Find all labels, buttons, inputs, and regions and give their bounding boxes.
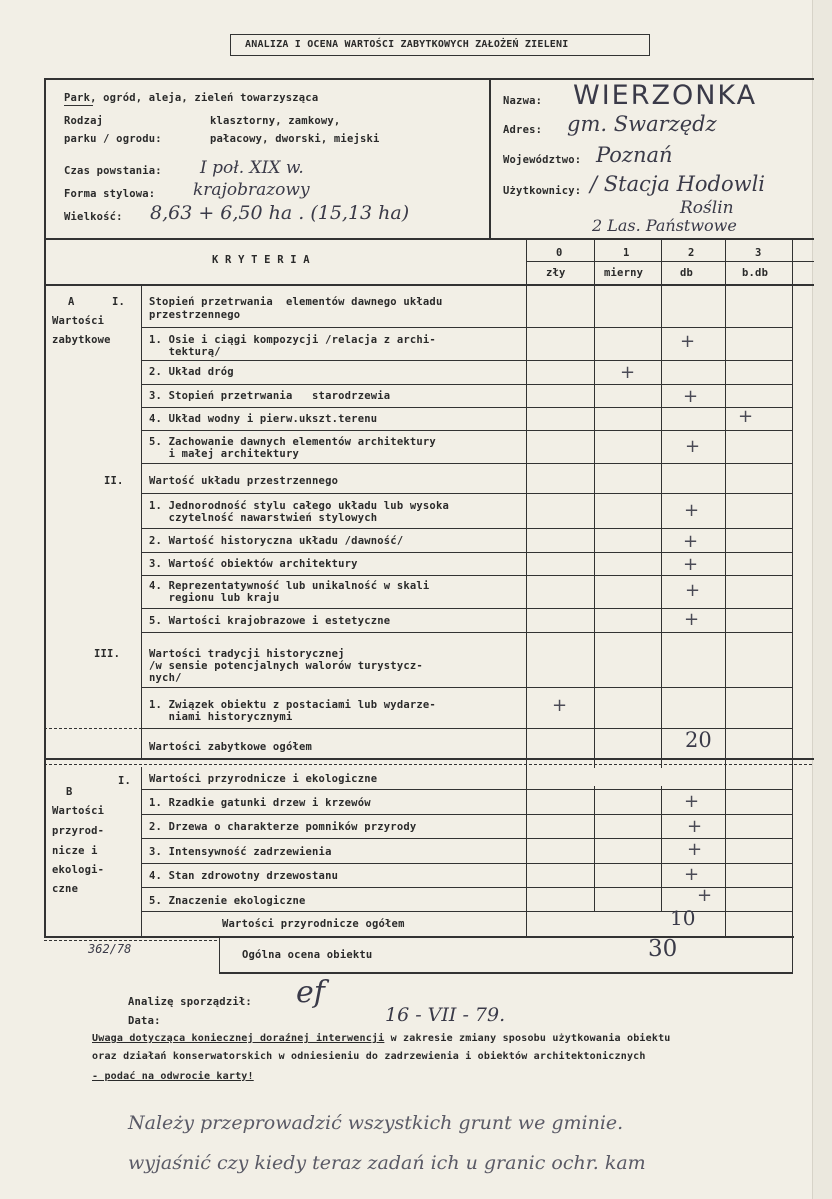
col-divider-2 xyxy=(661,238,662,768)
czas-value: I poł. XIX w. xyxy=(200,158,304,178)
data-label: Data: xyxy=(128,1015,161,1027)
park-underline xyxy=(64,105,93,106)
uzytkownicy-label: Użytkownicy: xyxy=(503,185,582,197)
section-b-letter: B xyxy=(66,786,73,798)
section-a-total-label: Wartości zabytkowe ogółem xyxy=(149,741,313,753)
group-3-title-3: nych/ xyxy=(149,672,182,684)
table-top-line xyxy=(44,238,814,240)
section-b-title: Wartości przyrodnicze i ekologiczne xyxy=(149,773,378,785)
col-num-2: 2 xyxy=(688,247,695,259)
section-b-total-label: Wartości przyrodnicze ogółem xyxy=(222,918,405,930)
overall-box-bottom xyxy=(219,972,793,974)
section-b-label-3: nicze i xyxy=(52,845,98,857)
overall-value: 30 xyxy=(648,936,678,962)
scan-edge xyxy=(812,0,832,1199)
g1-row-2: 2. Układ dróg xyxy=(149,366,234,378)
check-mark: + xyxy=(687,816,703,837)
g1-row-1-l1: 1. Osie i ciągi kompozycji /relacja z archi- xyxy=(149,334,436,346)
analize-label: Analizę sporządził: xyxy=(128,996,252,1008)
row-line xyxy=(141,632,793,633)
section-a-letter: A xyxy=(68,296,75,308)
parku-options: pałacowy, dworski, miejski xyxy=(210,133,380,145)
check-mark: + xyxy=(684,609,700,630)
row-line xyxy=(141,552,793,553)
check-mark: + xyxy=(620,362,636,383)
group-2-title: Wartość układu przestrzennego xyxy=(149,475,339,487)
row-line xyxy=(141,687,793,688)
g2-row-2: 2. Wartość historyczna układu /dawność/ xyxy=(149,535,404,547)
overall-label: Ogólna ocena obiektu xyxy=(242,949,373,961)
czas-label: Czas powstania: xyxy=(64,165,162,177)
kryteria-header: K R Y T E R I A xyxy=(212,254,310,266)
overall-box-left xyxy=(219,937,220,973)
wielkosc-value: 8,63 + 6,50 ha . (15,13 ha) xyxy=(150,202,410,224)
row-line xyxy=(141,528,793,529)
rodzaj-label: Rodzaj xyxy=(64,115,104,127)
overall-box-right xyxy=(792,937,793,973)
g2-row-5: 5. Wartości krajobrazowe i estetyczne xyxy=(149,615,391,627)
handwritten-note-2: wyjaśnić czy kiedy teraz zadań ich u granic ochr. kam xyxy=(128,1152,646,1174)
g2-row-1-l1: 1. Jednorodność stylu całego układu lub wysoka xyxy=(149,500,449,512)
check-mark: + xyxy=(685,580,701,601)
b-row-1: 1. Rzadkie gatunki drzew i krzewów xyxy=(149,797,371,809)
adres-label: Adres: xyxy=(503,124,543,136)
section-b-label-5: czne xyxy=(52,883,79,895)
uzytkownicy-value-3: 2 Las. Państwowe xyxy=(592,216,737,235)
g1-row-1-l2: tekturą/ xyxy=(149,346,221,358)
parku-label: parku / ogrodu: xyxy=(64,133,162,145)
table-bottom-line xyxy=(44,936,794,938)
group-3-roman: III. xyxy=(94,648,121,660)
group-3-title-2: /w sensie potencjalnych walorów turystycz- xyxy=(149,660,423,672)
section-divider-line xyxy=(44,758,814,760)
col-divider-2b xyxy=(661,786,662,911)
table-header-bottom-line xyxy=(44,284,814,286)
section-a-label-2: zabytkowe xyxy=(52,334,111,346)
group-1-title-1: Stopień przetrwania elementów dawnego układu xyxy=(149,296,443,308)
check-mark: + xyxy=(684,791,700,812)
left-border xyxy=(44,78,46,938)
wielkosc-label: Wielkość: xyxy=(64,211,123,223)
row-line xyxy=(141,430,793,431)
row-line xyxy=(141,887,793,888)
rodzaj-options: klasztorny, zamkowy, xyxy=(210,115,341,127)
b-row-4: 4. Stan zdrowotny drzewostanu xyxy=(149,870,339,882)
g3-row-1-l1: 1. Związek obiektu z postaciami lub wydarze- xyxy=(149,699,436,711)
col-divider-4 xyxy=(792,238,793,938)
handwritten-note-1: Należy przeprowadzić wszystkich grunt we gminie. xyxy=(128,1112,624,1134)
g2-row-4-l1: 4. Reprezentatywność lub unikalność w skali xyxy=(149,580,430,592)
forma-label: Forma stylowa: xyxy=(64,188,156,200)
section-b-total-value: 10 xyxy=(670,906,696,930)
b-row-5: 5. Znaczenie ekologiczne xyxy=(149,895,306,907)
g2-row-1-l2: czytelność nawarstwień stylowych xyxy=(149,512,378,524)
check-mark: + xyxy=(738,406,754,427)
group-3-title-1: Wartości tradycji historycznej xyxy=(149,648,345,660)
check-mark: + xyxy=(680,331,696,352)
section-b-roman: I. xyxy=(118,775,132,787)
g1-row-4: 4. Układ wodny i pierw.ukszt.terenu xyxy=(149,413,378,425)
check-mark: + xyxy=(697,885,713,906)
check-mark: + xyxy=(683,386,699,407)
col-divider-1b xyxy=(594,786,595,911)
col-num-3: 3 xyxy=(755,247,762,259)
col-divider-1 xyxy=(594,238,595,768)
check-mark: + xyxy=(683,554,699,575)
col-num-0: 0 xyxy=(556,247,563,259)
forma-value: krajobrazowy xyxy=(193,180,310,200)
g2-row-3: 3. Wartość obiektów architektury xyxy=(149,558,358,570)
row-line xyxy=(141,575,793,576)
row-line xyxy=(141,407,793,408)
check-mark: + xyxy=(552,695,568,716)
note-line-3: - podać na odwrocie karty! xyxy=(92,1071,254,1082)
col-label-1: mierny xyxy=(604,267,644,279)
data-value: 16 - VII - 79. xyxy=(385,1004,506,1026)
section-b-label-2: przyrod- xyxy=(52,825,105,837)
check-mark: + xyxy=(687,839,703,860)
col-label-0: zły xyxy=(546,267,566,279)
row-line xyxy=(141,463,793,464)
wojewodztwo-label: Województwo: xyxy=(503,154,582,166)
group-2-roman: II. xyxy=(104,475,124,487)
col-divider-0 xyxy=(526,238,527,938)
section-b-label-1: Wartości xyxy=(52,805,105,817)
col-divider-3 xyxy=(725,238,726,938)
dashed-line xyxy=(44,728,142,729)
note-underlined: Uwaga dotycząca koniecznej doraźnej interwencji xyxy=(92,1033,385,1044)
wojewodztwo-value: Poznań xyxy=(596,143,673,167)
col-label-3: b.db xyxy=(742,267,769,279)
section-a-total-value: 20 xyxy=(685,728,712,752)
row-line xyxy=(141,789,793,790)
table-bottom-dashed xyxy=(44,940,219,941)
col-label-2: db xyxy=(680,267,694,279)
check-mark: + xyxy=(685,436,701,457)
section-b-label-4: ekologi- xyxy=(52,864,105,876)
uzytkownicy-value-2: Roślin xyxy=(680,198,734,218)
row-line xyxy=(141,360,793,361)
table-header-mid-line xyxy=(526,261,814,262)
nazwa-label: Nazwa: xyxy=(503,95,543,107)
nazwa-value: WIERZONKA xyxy=(573,80,758,111)
group-1-roman: I. xyxy=(112,296,126,308)
row-line xyxy=(141,327,793,328)
note-rest: w zakresie zmiany sposobu użytkowania obiektu xyxy=(384,1033,671,1044)
header-divider xyxy=(489,78,491,238)
signature: ef xyxy=(296,975,325,1010)
note-line-1 xyxy=(92,1033,671,1045)
g2-row-4-l2: regionu lub kraju xyxy=(149,592,280,604)
row-line xyxy=(141,493,793,494)
section-divider-dashed xyxy=(44,764,814,765)
doc-number: 362/78 xyxy=(88,942,132,956)
group-1-title-2: przestrzennego xyxy=(149,309,241,321)
b-row-2: 2. Drzewa o charakterze pomników przyrody xyxy=(149,821,417,833)
check-mark: + xyxy=(683,531,699,552)
section-a-label-1: Wartości xyxy=(52,315,105,327)
g1-row-5-l1: 5. Zachowanie dawnych elementów architektury xyxy=(149,436,436,448)
row-line xyxy=(141,814,793,815)
col-num-1: 1 xyxy=(623,247,630,259)
park-type-line: Park, ogród, aleja, zieleń towarzysząca xyxy=(64,92,319,104)
g3-row-1-l2: niami historycznymi xyxy=(149,711,293,723)
g1-row-5-l2: i małej architektury xyxy=(149,448,299,460)
uzytkownicy-value-1: / Stacja Hodowli xyxy=(590,172,766,196)
g1-row-3: 3. Stopień przetrwania starodrzewia xyxy=(149,390,391,402)
form-title: ANALIZA I OCENA WARTOŚCI ZABYTKOWYCH ZAŁOŻEŃ ZIELENI xyxy=(245,39,569,50)
check-mark: + xyxy=(684,864,700,885)
check-mark: + xyxy=(684,500,700,521)
row-line xyxy=(141,384,793,385)
b-row-3: 3. Intensywność zadrzewienia xyxy=(149,846,332,858)
adres-value: gm. Swarzędz xyxy=(567,112,717,136)
note-line-2: oraz działań konserwatorskich w odniesieniu do zadrzewienia i obiektów architektonicznych xyxy=(92,1051,646,1062)
